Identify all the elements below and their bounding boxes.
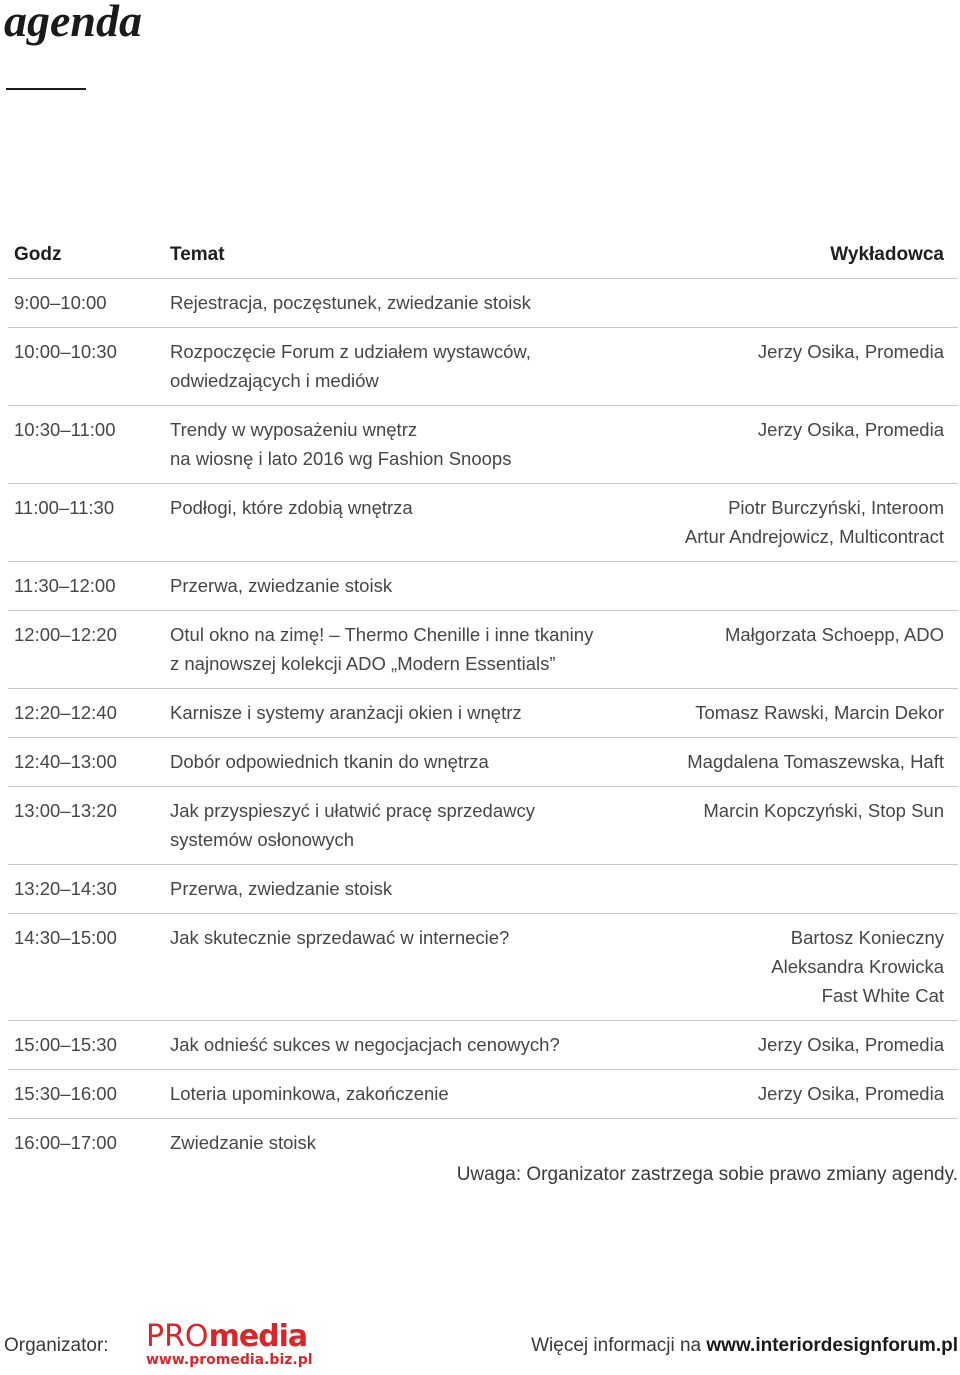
agenda-note: Uwaga: Organizator zastrzega sobie prawo zmiany agendy. (456, 1164, 958, 1185)
title-underline (6, 88, 86, 90)
table-row (8, 1119, 958, 1167)
header-time: Godz (14, 244, 62, 265)
row-time: 10:00–10:30 (14, 341, 117, 362)
header-topic: Temat (170, 244, 225, 265)
speaker-line: Jerzy Osika, Promedia (757, 419, 944, 440)
topic-line: Jak skutecznie sprzedawać w internecie? (170, 927, 510, 948)
row-time: 16:00–17:00 (14, 1132, 117, 1153)
row-topic (170, 923, 614, 1010)
row-topic (170, 493, 614, 551)
row-time: 9:00–10:00 (14, 292, 107, 313)
row-speaker (614, 698, 958, 727)
promedia-logo[interactable] (146, 1319, 313, 1368)
table-row (8, 865, 958, 914)
row-speaker (614, 1128, 958, 1157)
row-topic (170, 571, 614, 600)
topic-line: odwiedzających i mediów (170, 370, 379, 391)
table-header (8, 232, 958, 279)
row-topic (170, 337, 614, 395)
row-time: 15:00–15:30 (14, 1034, 117, 1055)
topic-line: Trendy w wyposażeniu wnętrz (170, 419, 418, 440)
row-topic (170, 1079, 614, 1108)
speaker-line: Bartosz Konieczny (790, 927, 944, 948)
topic-line: Dobór odpowiednich tkanin do wnętrza (170, 751, 489, 772)
organizer-label: Organizator: (4, 1335, 109, 1356)
table-row (8, 484, 958, 562)
row-speaker (614, 493, 958, 551)
more-info-label: Więcej informacji na (531, 1335, 702, 1356)
table-row (8, 787, 958, 865)
table-row (8, 328, 958, 406)
table-row (8, 562, 958, 611)
row-time: 12:00–12:20 (14, 624, 117, 645)
topic-line: Przerwa, zwiedzanie stoisk (170, 878, 393, 899)
speaker-line: Jerzy Osika, Promedia (757, 1034, 944, 1055)
row-time: 10:30–11:00 (14, 419, 116, 440)
row-time: 11:30–12:00 (14, 575, 116, 596)
row-time: 12:20–12:40 (14, 702, 117, 723)
speaker-line: Tomasz Rawski, Marcin Dekor (695, 702, 944, 723)
topic-line: z najnowszej kolekcji ADO „Modern Essentials” (170, 653, 556, 674)
speaker-line: Fast White Cat (821, 985, 944, 1006)
row-topic (170, 1030, 614, 1059)
row-topic (170, 874, 614, 903)
topic-line: Jak przyspieszyć i ułatwić pracę sprzedawcy (170, 800, 535, 821)
table-row (8, 279, 958, 328)
agenda-table (8, 232, 958, 1167)
speaker-line: Jerzy Osika, Promedia (757, 1083, 944, 1104)
footer (0, 1318, 960, 1370)
table-body (8, 279, 958, 1167)
topic-line: Loteria upominkowa, zakończenie (170, 1083, 449, 1104)
table-row (8, 611, 958, 689)
table-row (8, 1070, 958, 1119)
speaker-line: Magdalena Tomaszewska, Haft (687, 751, 944, 772)
website-link[interactable]: www.interiordesignforum.pl (706, 1335, 958, 1356)
speaker-line: Aleksandra Krowicka (771, 956, 944, 977)
more-info (531, 1335, 958, 1357)
row-speaker (614, 874, 958, 903)
speaker-line: Artur Andrejowicz, Multicontract (684, 526, 944, 547)
header-speaker: Wykładowca (830, 244, 944, 265)
speaker-line: Marcin Kopczyński, Stop Sun (703, 800, 944, 821)
row-speaker (614, 620, 958, 678)
topic-line: Zwiedzanie stoisk (170, 1132, 317, 1153)
speaker-line: Piotr Burczyński, Interoom (728, 497, 944, 518)
speaker-line: Małgorzata Schoepp, ADO (724, 624, 944, 645)
row-topic (170, 698, 614, 727)
table-row (8, 1021, 958, 1070)
page-title: agenda (4, 0, 142, 46)
row-speaker (614, 571, 958, 600)
row-topic (170, 620, 614, 678)
row-topic (170, 415, 614, 473)
row-topic (170, 796, 614, 854)
topic-line: Rozpoczęcie Forum z udziałem wystawców, (170, 341, 531, 362)
topic-line: Rejestracja, poczęstunek, zwiedzanie stoisk (170, 292, 531, 313)
table-row (8, 689, 958, 738)
topic-line: Podłogi, które zdobią wnętrza (170, 497, 413, 518)
table-row (8, 406, 958, 484)
topic-line: Jak odnieść sukces w negocjacjach cenowych? (170, 1034, 560, 1055)
row-speaker (614, 337, 958, 395)
topic-line: systemów osłonowych (170, 829, 355, 850)
row-time: 11:00–11:30 (14, 497, 115, 518)
row-speaker (614, 747, 958, 776)
logo-media: media (208, 1319, 308, 1354)
row-speaker (614, 415, 958, 473)
row-time: 15:30–16:00 (14, 1083, 117, 1104)
row-time: 13:00–13:20 (14, 800, 117, 821)
row-speaker (614, 923, 958, 1010)
row-topic (170, 747, 614, 776)
table-row (8, 914, 958, 1021)
row-speaker (614, 1079, 958, 1108)
row-time: 14:30–15:00 (14, 927, 117, 948)
logo-wordmark (146, 1319, 313, 1354)
row-time: 13:20–14:30 (14, 878, 117, 899)
row-speaker (614, 288, 958, 317)
row-speaker (614, 796, 958, 854)
row-topic (170, 1128, 614, 1157)
row-topic (170, 288, 614, 317)
row-time: 12:40–13:00 (14, 751, 117, 772)
row-speaker (614, 1030, 958, 1059)
logo-pro: PRO (146, 1319, 209, 1354)
topic-line: Karnisze i systemy aranżacji okien i wnętrz (170, 702, 522, 723)
logo-url[interactable]: www.promedia.biz.pl (146, 1352, 313, 1368)
speaker-line: Jerzy Osika, Promedia (757, 341, 944, 362)
topic-line: Otul okno na zimę! – Thermo Chenille i inne tkaniny (170, 624, 594, 645)
topic-line: Przerwa, zwiedzanie stoisk (170, 575, 393, 596)
table-row (8, 738, 958, 787)
topic-line: na wiosnę i lato 2016 wg Fashion Snoops (170, 448, 512, 469)
